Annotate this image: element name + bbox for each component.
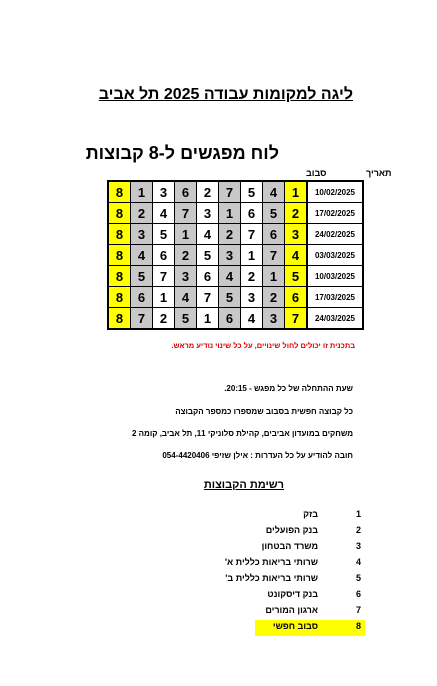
date-cell: 17/02/2025 [307, 203, 363, 224]
team-list-item [255, 604, 365, 620]
schedule-cell: 7 [153, 266, 175, 287]
team-number: 1 [355, 509, 361, 519]
schedule-cell: 3 [197, 203, 219, 224]
schedule-cell: 7 [131, 308, 153, 330]
schedule-cell: 2 [197, 181, 219, 203]
teams-heading: רשימת הקבוצות [203, 479, 284, 491]
schedule-cell: 6 [131, 287, 153, 308]
schedule-cell: 1 [153, 287, 175, 308]
schedule-cell: 2 [131, 203, 153, 224]
team-name: שרותי בריאות כללית ב' [225, 573, 318, 583]
team-list-item [255, 588, 365, 604]
round-number-cell: 2 [285, 203, 308, 224]
round-number-cell: 3 [285, 224, 308, 245]
date-cell: 10/03/2025 [307, 266, 363, 287]
schedule-subtitle: לוח מפגשים ל-8 קבוצות [85, 143, 279, 163]
schedule-cell: 8 [108, 287, 131, 308]
team-list-item [224, 556, 365, 572]
schedule-table [107, 180, 364, 330]
schedule-row [108, 308, 363, 330]
schedule-cell: 2 [153, 308, 175, 330]
venue-info: משחקים במועדון אביבים, קהילת סלוניקי 11, תל אביב, קומה 2 [131, 429, 353, 438]
schedule-row [108, 181, 363, 203]
schedule-cell: 5 [219, 287, 241, 308]
team-list-item [255, 620, 365, 636]
schedule-cell: 1 [241, 245, 263, 266]
schedule-cell: 4 [175, 287, 197, 308]
schedule-row [108, 203, 363, 224]
schedule-cell: 8 [108, 245, 131, 266]
schedule-cell: 4 [131, 245, 153, 266]
schedule-cell: 1 [175, 224, 197, 245]
schedule-cell: 1 [219, 203, 241, 224]
schedule-cell: 8 [108, 203, 131, 224]
schedule-cell: 8 [108, 224, 131, 245]
date-column-header: תאריך [366, 168, 392, 178]
schedule-cell: 4 [153, 203, 175, 224]
team-list-item [255, 540, 365, 556]
schedule-cell: 3 [131, 224, 153, 245]
schedule-cell: 5 [241, 181, 263, 203]
page-title: ליגה למקומות עבודה 2025 תל אביב [98, 86, 353, 103]
round-number-cell: 7 [285, 308, 308, 330]
team-number: 3 [355, 541, 361, 551]
schedule-cell: 5 [197, 245, 219, 266]
date-cell: 24/02/2025 [307, 224, 363, 245]
schedule-cell: 6 [153, 245, 175, 266]
schedule-cell: 5 [175, 308, 197, 330]
date-cell: 10/02/2025 [307, 181, 363, 203]
schedule-cell: 4 [197, 224, 219, 245]
schedule-cell: 4 [219, 266, 241, 287]
round-number-cell: 1 [285, 181, 308, 203]
schedule-cell: 2 [263, 287, 285, 308]
schedule-cell: 3 [263, 308, 285, 330]
team-name: סבוב חפשי [272, 621, 318, 631]
team-number: 7 [355, 605, 361, 615]
schedule-cell: 3 [241, 287, 263, 308]
schedule-row [108, 287, 363, 308]
schedule-cell: 5 [263, 203, 285, 224]
schedule-cell: 3 [219, 245, 241, 266]
team-list-item [225, 572, 365, 588]
start-time-info: שעת ההתחלה של כל מפגש - 20:15. [224, 384, 353, 393]
schedule-cell: 7 [241, 224, 263, 245]
schedule-row [108, 266, 363, 287]
team-number: 4 [355, 557, 361, 567]
changes-notice: בתכנית זו יכולים לחול שינויים, על כל שינוי נודיע מראש. [171, 341, 355, 350]
round-number-cell: 5 [285, 266, 308, 287]
schedule-cell: 6 [175, 181, 197, 203]
schedule-row [108, 224, 363, 245]
date-cell: 24/03/2025 [307, 308, 363, 330]
schedule-cell: 6 [219, 308, 241, 330]
team-number: 8 [355, 621, 361, 631]
round-number-cell: 6 [285, 287, 308, 308]
bye-round-info: כל קבוצה חפשית בסבוב שמספרו כמספר הקבוצה [175, 407, 353, 416]
schedule-cell: 7 [175, 203, 197, 224]
team-number: 2 [355, 525, 361, 535]
teams-list [224, 508, 365, 636]
team-number: 5 [355, 573, 361, 583]
schedule-cell: 7 [263, 245, 285, 266]
team-list-item [255, 524, 365, 540]
schedule-cell: 3 [175, 266, 197, 287]
schedule-cell: 2 [175, 245, 197, 266]
schedule-cell: 2 [219, 224, 241, 245]
schedule-row [108, 245, 363, 266]
team-name: משרד הבטחון [261, 541, 318, 551]
round-column-header: סבוב [306, 168, 327, 178]
schedule-cell: 6 [263, 224, 285, 245]
team-name: שרותי בריאות כללית א' [224, 557, 318, 567]
team-number: 6 [355, 589, 361, 599]
schedule-cell: 7 [197, 287, 219, 308]
schedule-cell: 7 [219, 181, 241, 203]
team-name: בנק הפועלים [265, 525, 318, 535]
schedule-cell: 8 [108, 181, 131, 203]
team-name: בזק [303, 509, 318, 519]
schedule-cell: 8 [108, 266, 131, 287]
schedule-cell: 1 [131, 181, 153, 203]
schedule-cell: 4 [263, 181, 285, 203]
schedule-cell: 3 [153, 181, 175, 203]
date-cell: 17/03/2025 [307, 287, 363, 308]
schedule-cell: 6 [241, 203, 263, 224]
team-name: ארגון המורים [265, 605, 318, 615]
schedule-cell: 1 [263, 266, 285, 287]
schedule-cell: 6 [197, 266, 219, 287]
schedule-cell: 5 [131, 266, 153, 287]
absence-contact-info: חובה להודיע על כל העדרות : אילן שזיפי 054-4420406 [162, 451, 353, 460]
schedule-cell: 2 [241, 266, 263, 287]
round-number-cell: 4 [285, 245, 308, 266]
schedule-cell: 4 [241, 308, 263, 330]
date-cell: 03/03/2025 [307, 245, 363, 266]
team-list-item [255, 508, 365, 524]
schedule-cell: 1 [197, 308, 219, 330]
team-name: בנק דיסקונט [267, 589, 318, 599]
schedule-cell: 8 [108, 308, 131, 330]
schedule-cell: 5 [153, 224, 175, 245]
